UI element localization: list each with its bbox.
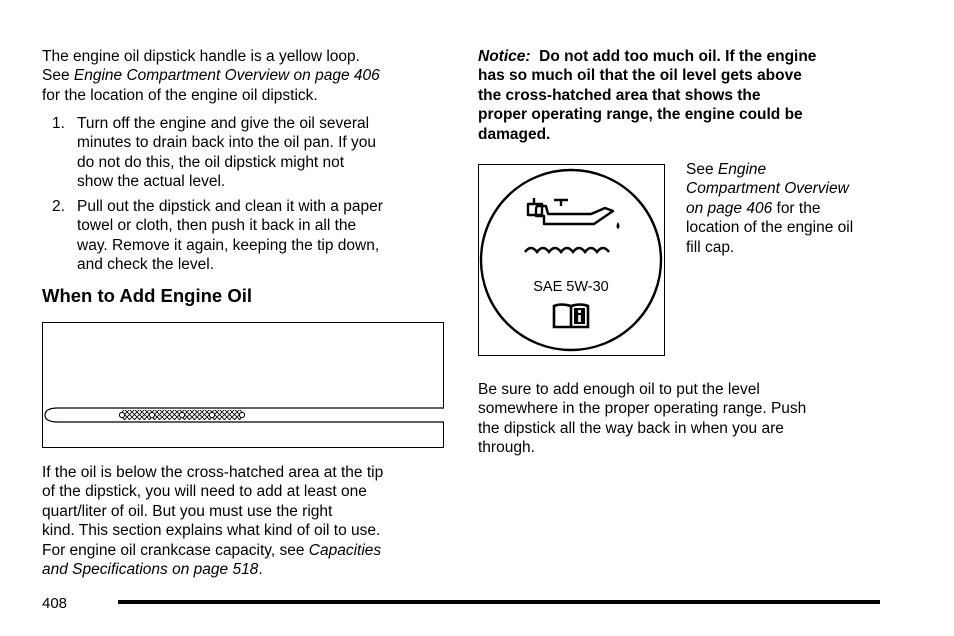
step-line: and check the level. [77,256,215,274]
paragraph-line: kind. This section explains what kind of oil to use. [42,522,381,540]
period-text: . [258,561,263,579]
paragraph-line: of the dipstick, you will need to add at least one [42,483,367,501]
step-line: show the actual level. [77,173,226,191]
oil-cap-illustration [478,164,665,356]
step-line: towel or cloth, then push it back in all the [77,217,357,235]
notice-line: proper operating range, the engine could be [478,106,803,124]
notice-line: damaged. [478,125,551,143]
paragraph-line: the dipstick all the way back in when you are [478,419,784,437]
oil-cap-caption [686,160,896,257]
dipstick-icon [42,322,444,448]
step-line: Turn off the engine and give the oil several [77,115,370,132]
intro-line: for the location of the engine oil dipstick. [42,86,318,104]
add-oil-paragraph [478,380,898,458]
caption-text: for the [772,199,821,217]
step-text [77,114,447,192]
caption-line [686,199,896,218]
oil-viscosity-label: SAE 5W-30 [533,279,609,295]
capacities-link-continued[interactable]: and Specifications on page 518 [42,561,259,579]
notice-text: Do not add too much oil. If the engine [539,48,817,65]
section-heading: When to Add Engine Oil [42,285,252,306]
caption-line: location of the engine oil [686,219,854,237]
caption-line [686,160,896,179]
engine-compartment-link[interactable]: Engine [717,161,767,178]
see-text: See [686,161,718,178]
paragraph-line: somewhere in the proper operating range. Push [478,400,807,418]
step-line: minutes to drain back into the oil pan. If you [77,134,376,152]
step-line: way. Remove it again, keeping the tip down, [77,236,380,254]
paragraph-line: through. [478,439,535,457]
paragraph-line [42,541,447,560]
step-text [77,197,447,275]
step-line: do not do this, the oil dipstick might not [77,153,345,171]
notice-line: the cross-hatched area that shows the [478,86,761,104]
step-number: 1. [52,115,65,132]
notice-block [478,47,898,144]
paragraph-line: Be sure to add enough oil to put the level [478,381,760,398]
oil-cap-icon [478,164,665,356]
engine-compartment-link[interactable]: Engine Compartment Overview on page 406 [73,67,380,85]
step-number: 2. [52,198,65,215]
step-line: Pull out the dipstick and clean it with a paper [77,198,383,215]
intro-paragraph [42,47,442,105]
caption-line: fill cap. [686,238,735,256]
capacity-text: For engine oil crankcase capacity, see [42,541,309,559]
caption-line [686,179,896,198]
footer-rule [118,600,880,604]
owner-manual-icon [554,305,588,328]
intro-line: The engine oil dipstick handle is a yellow loop. [42,48,360,65]
notice-line [478,47,898,66]
oil-below-paragraph [42,463,447,579]
paragraph-line: If the oil is below the cross-hatched area at the tip [42,464,384,481]
notice-label: Notice: [478,48,531,65]
paragraph-line: quart/liter of oil. But you must use the right [42,502,333,520]
capacities-link[interactable]: Capacities [308,541,382,559]
notice-line: has so much oil that the oil level gets above [478,67,802,85]
page-number: 408 [42,595,68,612]
engine-compartment-link-continued[interactable]: Compartment Overview [686,180,849,198]
see-text: See [42,67,74,85]
dipstick-illustration [42,322,444,448]
paragraph-line [42,560,447,579]
intro-see-line [42,66,442,85]
engine-compartment-link-continued[interactable]: on page 406 [686,199,773,217]
